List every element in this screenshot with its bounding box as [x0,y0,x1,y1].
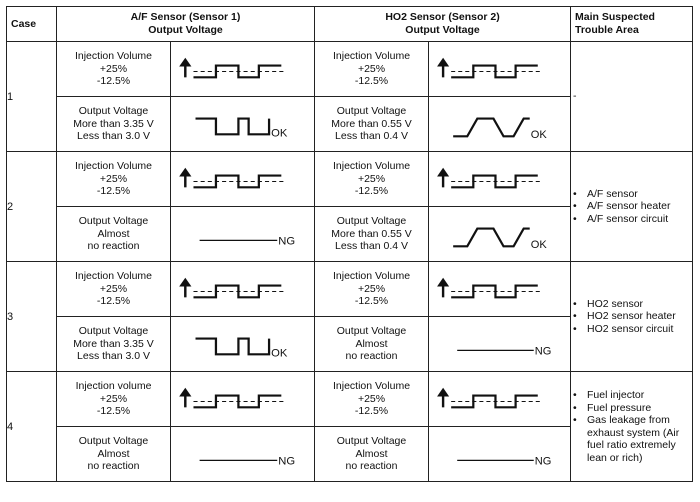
result-label: OK [530,239,547,252]
waveform-graphic [429,207,570,261]
trouble-area-item: • Gas leakage from exhaust system (Air fuel ratio extremely lean or rich) [571,414,692,464]
ho2-injection-waveform [429,42,571,97]
waveform-graphic [171,97,314,151]
ho2-injection-waveform [429,152,571,207]
af-injection-waveform [171,42,315,97]
header-ho2-sensor: HO2 Sensor (Sensor 2) Output Voltage [315,7,571,42]
af-output-waveform [171,207,315,262]
up-arrow-icon [179,388,191,408]
trouble-area-cell [571,372,693,482]
af-output-label: Output Voltage Almost no reaction [57,207,171,262]
waveform-graphic [171,372,314,426]
ho2-output-label: Output Voltage More than 0.55 V Less than 0.4 V [315,97,429,152]
result-label: NG [534,345,552,358]
result-label: NG [278,235,296,248]
af-injection-label: Injection volume +25% -12.5% [57,372,171,427]
af-output-label: Output Voltage More than 3.35 V Less than 3.0 V [57,97,171,152]
trouble-area-item: • A/F sensor heater [571,200,692,213]
trouble-area-item: • A/F sensor [571,188,692,201]
af-injection-waveform [171,262,315,317]
waveform-graphic [171,262,314,316]
trouble-area-item: • HO2 sensor heater [571,310,692,323]
trouble-area-item: • Fuel pressure [571,402,692,415]
trouble-area-cell [571,262,693,372]
result-label: OK [271,347,288,360]
trouble-area-item: • A/F sensor circuit [571,213,692,226]
trouble-area-item: • HO2 sensor circuit [571,323,692,336]
waveform-graphic [429,372,570,426]
header-case: Case [7,7,57,42]
active-test-result-table [6,6,693,482]
up-arrow-icon [179,278,191,298]
af-injection-label: Injection Volume +25% -12.5% [57,152,171,207]
case-number: 2 [7,152,57,262]
af-output-waveform [171,317,315,372]
trouble-area-item: - [573,90,577,103]
up-arrow-icon [437,278,449,298]
waveform-graphic [429,152,570,206]
ho2-output-label: Output Voltage Almost no reaction [315,317,429,372]
waveform-graphic [171,317,314,371]
up-arrow-icon [437,168,449,188]
ho2-injection-waveform [429,262,571,317]
trouble-area-item: • Fuel injector [571,389,692,402]
af-injection-waveform [171,372,315,427]
header-trouble-area: Main Suspected Trouble Area [571,7,693,42]
ho2-output-waveform [429,317,571,372]
ho2-output-waveform [429,97,571,152]
up-arrow-icon [179,168,191,188]
waveform-graphic [429,427,570,481]
ho2-injection-label: Injection Volume +25% -12.5% [315,152,429,207]
case-number: 3 [7,262,57,372]
up-arrow-icon [179,58,191,78]
ho2-output-label: Output Voltage More than 0.55 V Less than 0.4 V [315,207,429,262]
ho2-output-waveform [429,207,571,262]
waveform-graphic [171,42,314,96]
af-output-label: Output Voltage More than 3.35 V Less than 3.0 V [57,317,171,372]
case-number: 4 [7,372,57,482]
trouble-area-cell [571,152,693,262]
af-injection-label: Injection Volume +25% -12.5% [57,42,171,97]
ho2-injection-label: Injection Volume +25% -12.5% [315,372,429,427]
af-output-label: Output Voltage Almost no reaction [57,427,171,482]
af-injection-label: Injection Volume +25% -12.5% [57,262,171,317]
up-arrow-icon [437,388,449,408]
case-number: 1 [7,42,57,152]
af-injection-waveform [171,152,315,207]
waveform-graphic [429,262,570,316]
result-label: NG [278,455,296,468]
result-label: OK [530,129,547,142]
waveform-graphic [171,207,314,261]
waveform-graphic [171,427,314,481]
up-arrow-icon [437,58,449,78]
ho2-injection-label: Injection Volume +25% -12.5% [315,42,429,97]
ho2-output-label: Output Voltage Almost no reaction [315,427,429,482]
af-output-waveform [171,427,315,482]
ho2-output-waveform [429,427,571,482]
result-label: NG [534,455,552,468]
ho2-injection-label: Injection Volume +25% -12.5% [315,262,429,317]
waveform-graphic [429,317,570,371]
af-output-waveform [171,97,315,152]
waveform-graphic [429,42,570,96]
trouble-area-cell [571,42,693,152]
waveform-graphic [429,97,570,151]
trouble-area-item: • HO2 sensor [571,298,692,311]
ho2-injection-waveform [429,372,571,427]
result-label: OK [271,127,288,140]
header-af-sensor: A/F Sensor (Sensor 1) Output Voltage [57,7,315,42]
waveform-graphic [171,152,314,206]
